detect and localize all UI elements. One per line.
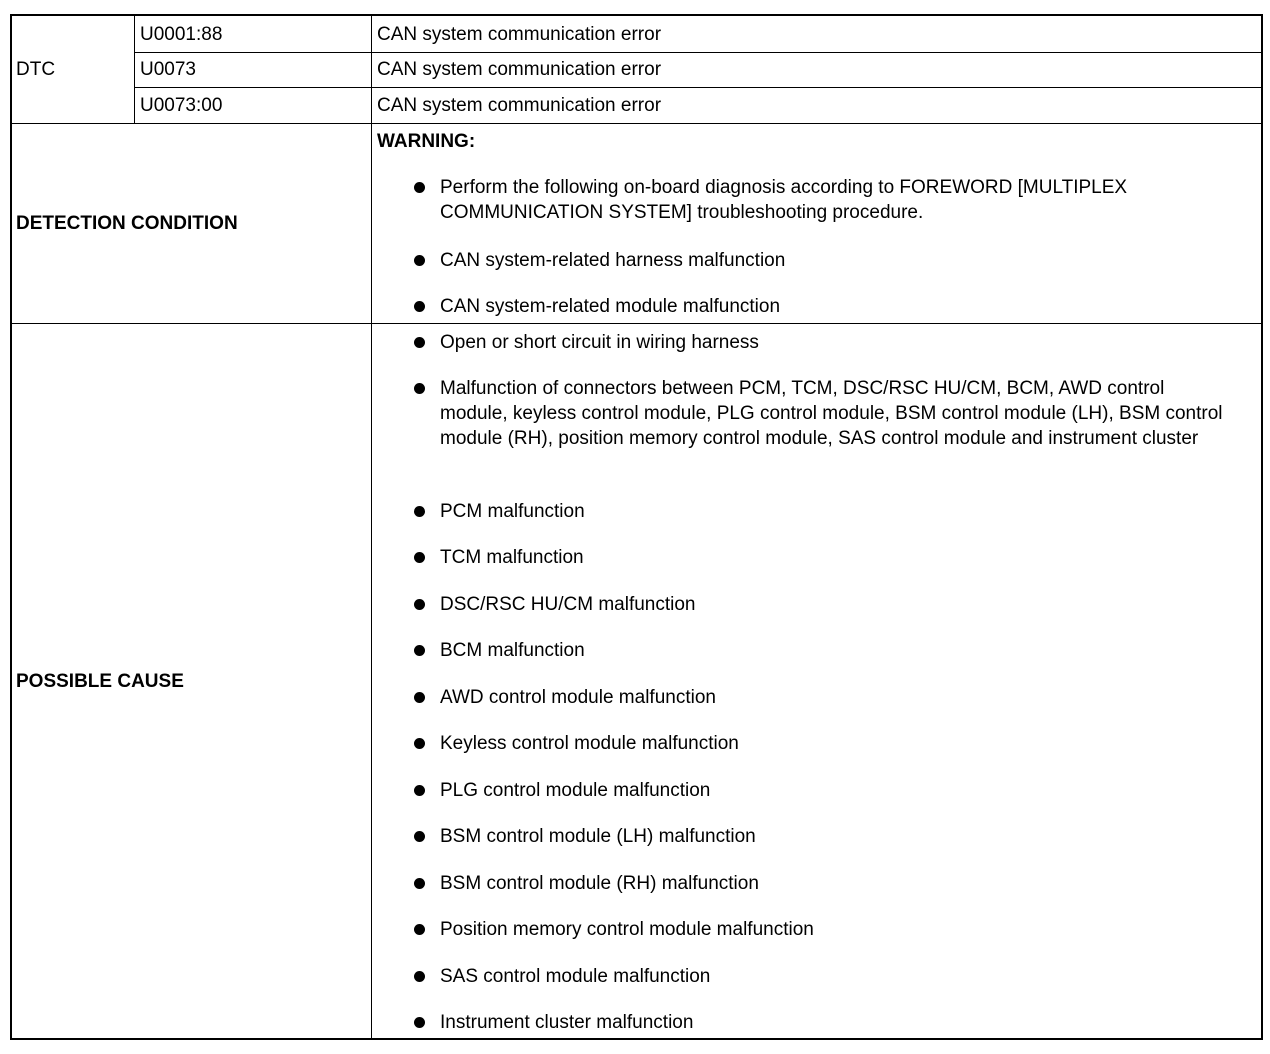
bullet-icon — [414, 337, 425, 348]
dtc-code: U0073 — [140, 59, 196, 80]
dtc-description: CAN system communication error — [377, 24, 662, 45]
bullet-icon — [414, 182, 425, 193]
dtc-table: DTC U0001:88 CAN system communication error U0073 CAN system communication error U0073:00 CAN system communication error DETECTION CONDITION WARNING: Perform the following on-board diagnosis according to FOREWORD [MULTIPLEX COMMUNICATION SYSTEM] troubleshooting procedure. CAN system-related harness malfunction CAN system-related module malfunction POSSIBLE CAUSE Open or short circuit in wiring harness Malfunction of connectors between PCM, TCM, DSC/RSC HU/CM, BCM, AWD control module, keyless control module, PLG control module, BSM control module (LH), BSM control module (RH), position memory control module, SAS control module and instrument cluster PCM malfunction TCM malfunction DSC/RSC HU/CM malfunction BCM malfunction AWD control module malfunction Keyless control module malfunction PLG control module malfunction BSM control module (LH) malfunction BSM control module (RH) malfunction Position memory control module malfunction SAS control module malfunction Instrument cluster malfunction — [10, 14, 1263, 1040]
detection-condition-label: DETECTION CONDITION — [16, 213, 238, 234]
bullet-icon — [414, 785, 425, 796]
bullet-icon — [414, 506, 425, 517]
bullet-icon — [414, 971, 425, 982]
bullet-icon — [414, 692, 425, 703]
bullet-icon — [414, 924, 425, 935]
possible-cause-label: POSSIBLE CAUSE — [16, 671, 184, 692]
bullet-icon — [414, 301, 425, 312]
dtc-description: CAN system communication error — [377, 59, 662, 80]
row-divider — [135, 52, 1261, 53]
dtc-label: DTC — [16, 59, 56, 80]
bullet-icon — [414, 599, 425, 610]
bullet-icon — [414, 255, 425, 266]
bullet-icon — [414, 645, 425, 656]
bullet-icon — [414, 1017, 425, 1028]
row-divider — [12, 323, 1261, 324]
dtc-code: U0001:88 — [140, 24, 223, 45]
dtc-code: U0073:00 — [140, 95, 223, 116]
bullet-icon — [414, 383, 425, 394]
bullet-icon — [414, 552, 425, 563]
row-divider — [135, 87, 1261, 88]
row-divider — [12, 123, 1261, 124]
warning-title: WARNING: — [377, 131, 476, 152]
column-divider — [134, 16, 135, 123]
column-divider — [371, 16, 372, 1038]
bullet-icon — [414, 831, 425, 842]
bullet-icon — [414, 878, 425, 889]
dtc-description: CAN system communication error — [377, 95, 662, 116]
bullet-icon — [414, 738, 425, 749]
